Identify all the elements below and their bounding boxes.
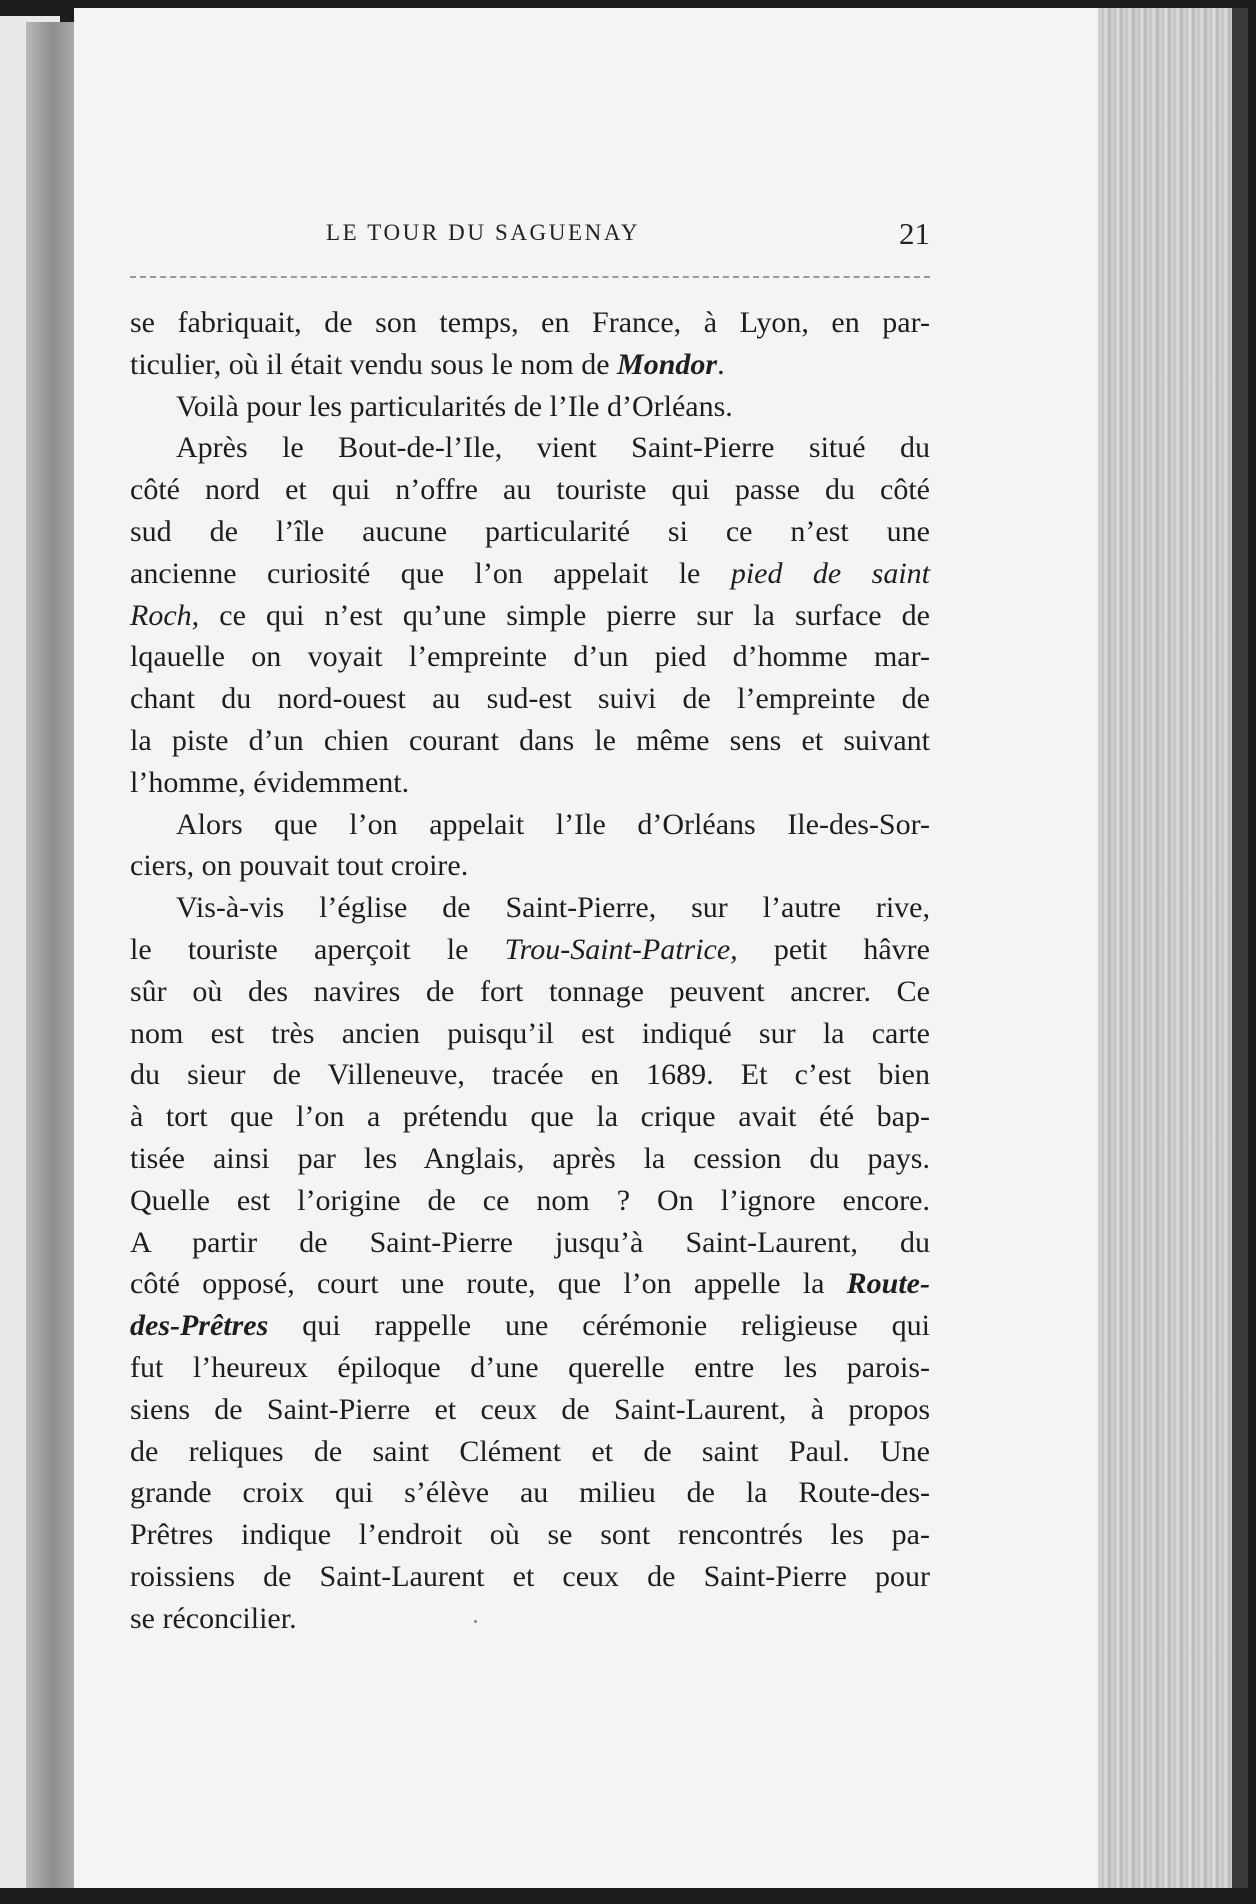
text-line: à tort que l’on a prétendu que la crique avait été bap- (130, 1100, 930, 1134)
text-line: Quelle est l’origine de ce nom ? On l’ignore encore. (130, 1183, 930, 1217)
header-rule (130, 276, 930, 278)
text-line: nom est très ancien puisqu’il est indiqué sur la carte (130, 1016, 930, 1050)
text-line: sûr où des navires de fort tonnage peuvent ancrer. Ce (130, 974, 930, 1008)
body-text (130, 302, 930, 1640)
paragraph (130, 386, 930, 428)
running-title: LE TOUR DU SAGUENAY (326, 220, 641, 245)
text-line: la piste d’un chien courant dans le même sens et suivant (130, 723, 930, 757)
text-line: roissiens de Saint-Laurent et ceux de Saint-Pierre pour (130, 1559, 930, 1593)
text-line: de reliques de saint Clément et de saint Paul. Une (130, 1434, 930, 1468)
text-line: le touriste aperçoit le Trou-Saint-Patrice, petit hâvre (130, 932, 930, 966)
text-line: des-Prêtres qui rappelle une cérémonie religieuse qui (130, 1309, 930, 1343)
text-line: lqauelle on voyait l’empreinte d’un pied d’homme mar- (130, 640, 930, 674)
text-line: se réconcilier. (130, 1601, 297, 1635)
print-speck (474, 1620, 477, 1623)
text-line: grande croix qui s’élève au milieu de la Route-des- (130, 1476, 930, 1510)
text-line: fut l’heureux épiloque d’une querelle entre les parois- (130, 1350, 930, 1384)
book-gutter (26, 22, 74, 1888)
text-line: siens de Saint-Pierre et ceux de Saint-Laurent, à propos (130, 1392, 930, 1426)
text-line: ticulier, où il était vendu sous le nom de Mondor. (130, 347, 725, 381)
text-line: sud de l’île aucune particularité si ce n’est une (130, 514, 930, 548)
text-line: du sieur de Villeneuve, tracée en 1689. Et c’est bien (130, 1058, 930, 1092)
text-line: Prêtres indique l’endroit où se sont rencontrés les pa- (130, 1518, 930, 1552)
text-line: Vis-à-vis l’église de Saint-Pierre, sur l’autre rive, (176, 891, 930, 925)
text-line: l’homme, évidemment. (130, 765, 410, 799)
text-line: chant du nord-ouest au sud-est suivi de l’empreinte de (130, 682, 930, 716)
page-header (130, 218, 930, 258)
text-line: A partir de Saint-Pierre jusqu’à Saint-Laurent, du (130, 1225, 930, 1259)
text-line: côté opposé, court une route, que l’on appelle la Route- (130, 1267, 930, 1301)
text-line: Voilà pour les particularités de l’Ile d’Orléans. (176, 389, 733, 423)
paragraph (130, 427, 930, 803)
text-line: Roch, ce qui n’est qu’une simple pierre sur la surface de (130, 598, 930, 632)
paragraph (130, 887, 930, 1639)
text-line: côté nord et qui n’offre au touriste qui passe du côté (130, 473, 930, 507)
text-line: Alors que l’on appelait l’Ile d’Orléans Ile-des-Sor- (176, 807, 930, 841)
page-stack-edges (1098, 8, 1248, 1888)
text-line: ancienne curiosité que l’on appelait le pied de saint (130, 556, 931, 590)
text-line: Après le Bout-de-l’Ile, vient Saint-Pierre situé du (176, 431, 930, 465)
paragraph (130, 302, 930, 386)
text-line: ciers, on pouvait tout croire. (130, 849, 469, 883)
text-line: se fabriquait, de son temps, en France, à Lyon, en par- (130, 306, 930, 339)
page-number: 21 (899, 216, 930, 251)
text-line: tisée ainsi par les Anglais, après la cession du pays. (130, 1141, 930, 1175)
paragraph (130, 804, 930, 888)
